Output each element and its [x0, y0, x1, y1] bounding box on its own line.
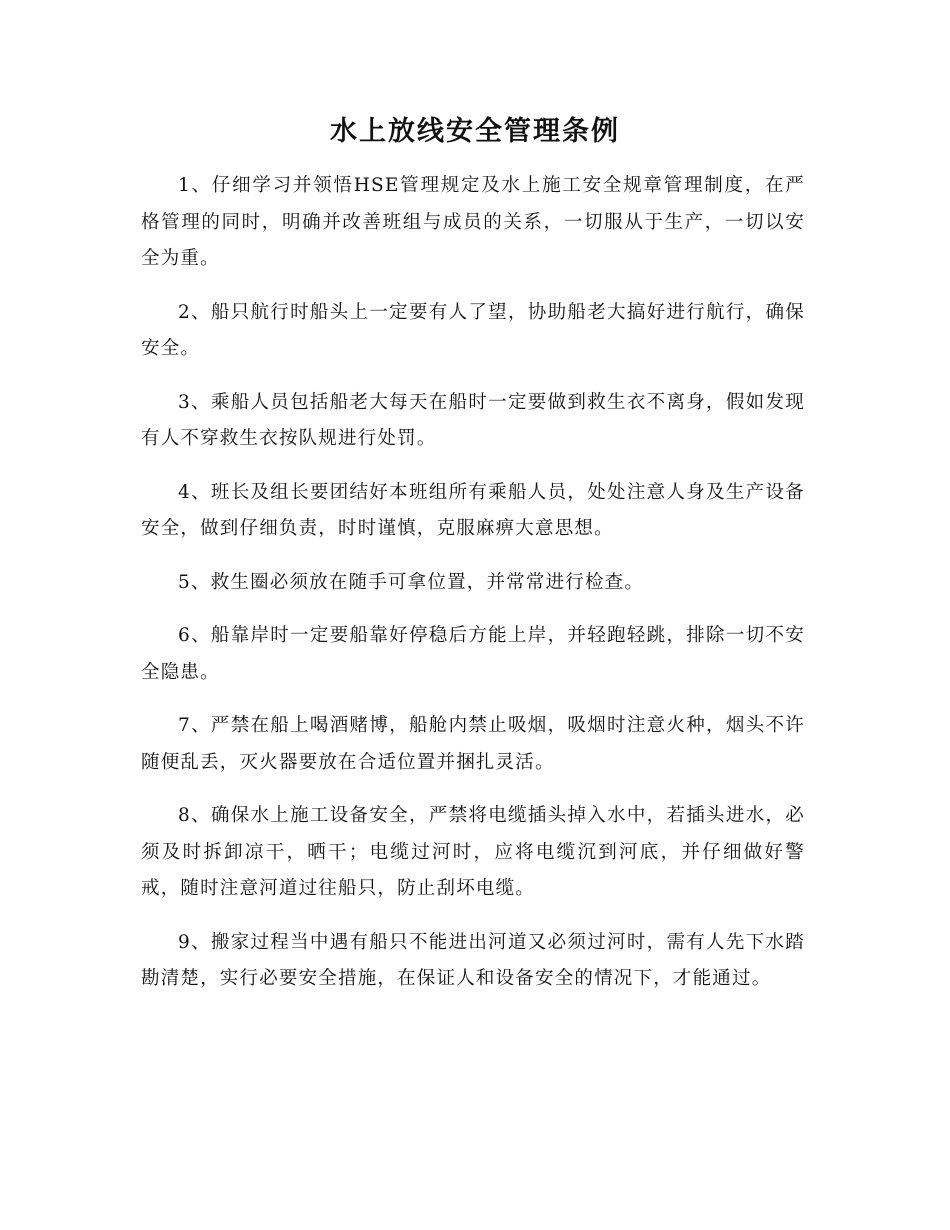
paragraph-7: 7、严禁在船上喝酒赌博，船舱内禁止吸烟，吸烟时注意火种，烟头不许随便乱丢，灭火器要放在合适位置并捆扎灵活。: [141, 715, 805, 773]
page-title: 水上放线安全管理条例: [330, 116, 620, 147]
paragraph-3: 3、乘船人员包括船老大每天在船时一定要做到救生衣不离身，假如发现有人不穿救生衣按队规进行处罚。: [141, 391, 805, 449]
document-body: [141, 168, 805, 1015]
paragraph-4: 4、班长及组长要团结好本班组所有乘船人员，处处注意人身及生产设备安全，做到仔细负责，时时谨慎，克服麻痹大意思想。: [141, 481, 805, 539]
paragraph-9: 9、搬家过程当中遇有船只不能进出河道又必须过河时，需有人先下水踏勘清楚，实行必要安全措施，在保证人和设备安全的情况下，才能通过。: [141, 931, 805, 989]
paragraph-2: 2、船只航行时船头上一定要有人了望，协助船老大搞好进行航行，确保安全。: [141, 301, 805, 359]
paragraph-5: 5、救生圈必须放在随手可拿位置，并常常进行检查。: [178, 571, 645, 593]
paragraph-8: 8、确保水上施工设备安全，严禁将电缆插头掉入水中，若插头进水，必须及时拆卸凉干，晒干；电缆过河时，应将电缆沉到河底，并仔细做好警戒，随时注意河道过往船只，防止刮坏电缆。: [141, 805, 805, 899]
paragraph-6: 6、船靠岸时一定要船靠好停稳后方能上岸，并轻跑轻跳，排除一切不安全隐患。: [141, 625, 805, 683]
paragraph-1: 1、仔细学习并领悟HSE管理规定及水上施工安全规章管理制度，在严格管理的同时，明确并改善班组与成员的关系，一切服从于生产，一切以安全为重。: [141, 175, 805, 269]
